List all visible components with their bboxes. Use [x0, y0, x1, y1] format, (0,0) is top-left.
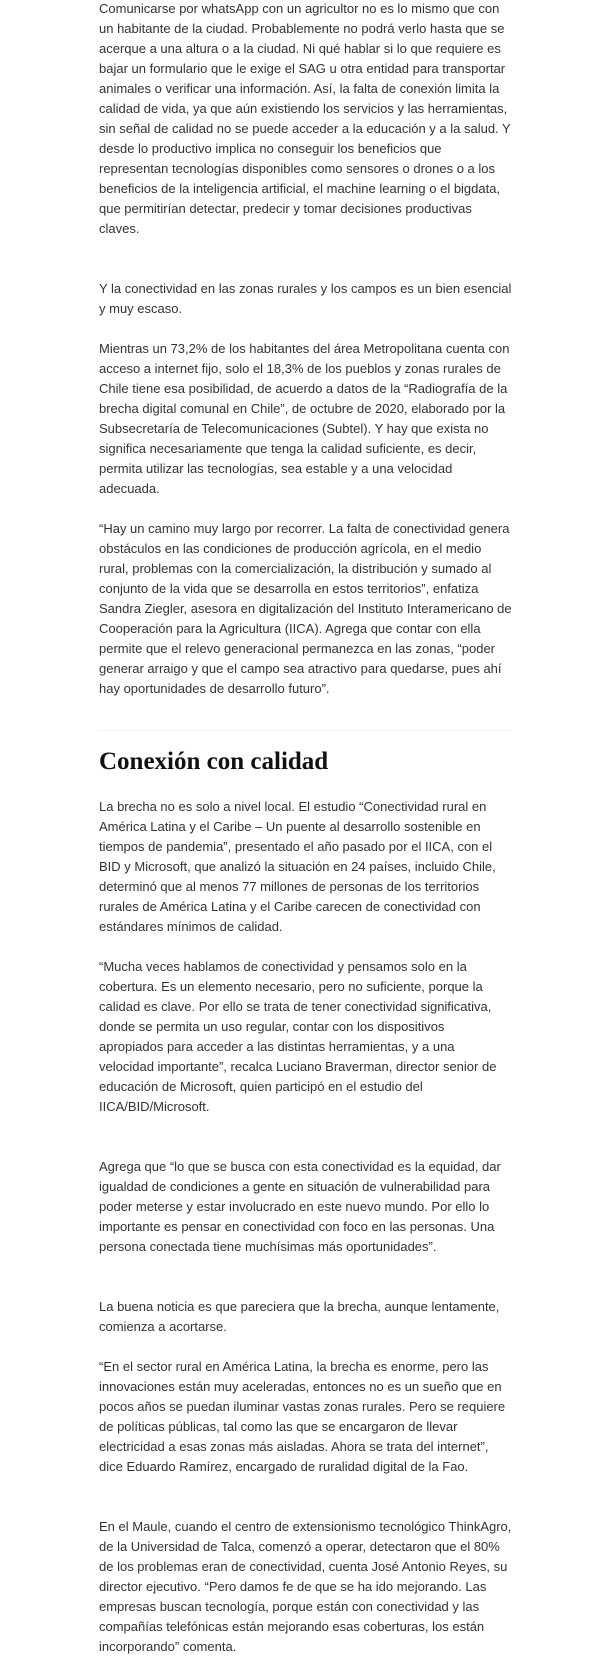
paragraph: Agrega que “lo que se busca con esta conectividad es la equidad, dar igualdad de condiciones a gente en situación de vulnerabilidad para poder meterse y estar involucrado en este nuevo mundo. Por ello lo importante es pensar en conectividad con foco en las personas. Una persona conectada tiene muchísimas más oportunidades”. — [99, 1159, 501, 1254]
paragraph: La brecha no es solo a nivel local. El estudio “Conectividad rural en América Latina y el Caribe – Un puente al desarrollo sostenible en tiempos de pandemia”, presentado el año pasado por el IICA, con el BID y Microsoft, que analizó la situación en 24 países, incluido Chile, determinó que al menos 77 millones de personas de los territorios rurales de América Latina y el Caribe carecen de conectividad con estándares mínimos de calidad. — [99, 799, 496, 934]
paragraph: La buena noticia es que pareciera que la brecha, aunque lentamente, comienza a acortarse. — [99, 1299, 500, 1334]
paragraph: “Mucha veces hablamos de conectividad y pensamos solo en la cobertura. Es un elemento necesario, pero no suficiente, porque la calidad es clave. Por ello se trata de tener conectividad significativa, donde se permita un uso regular, contar con los dispositivos apropiados para acceder a las distintas herramientas, y a una velocidad importante”, recalca Luciano Braverman, director senior de educación de Microsoft, quien participó en el estudio del IICA/BID/Microsoft. — [99, 959, 497, 1114]
paragraph: Comunicarse por whatsApp con un agricultor no es lo mismo que con un habitante de la ciudad. Probablemente no podrá verlo hasta que se acerque a una altura o a la ciudad. Ni qué hablar si lo que requiere es bajar un formulario que le exige el SAG u otra entidad para transportar animales o verificar una información. Así, la falta de conexión limita la calidad de vida, ya que aún existiendo los servicios y las herramientas, sin señal de calidad no se puede acceder a la educación y a la salud. Y desde lo productivo implica no conseguir los beneficios que representan tecnologías disponibles como sensores o drones o a los beneficios de la inteligencia artificial, el machine learning o el bigdata, que permitirían detectar, predecir y tomar decisiones productivas claves. — [99, 1, 511, 236]
paragraph: “Hay un camino muy largo por recorrer. La falta de conectividad genera obstáculos en las condiciones de producción agrícola, en el medio rural, problemas con la comercialización, la distribución y sumado al conjunto de la vida que se desarrolla en estos territorios”, enfatiza Sandra Ziegler, asesora en digitalización del Instituto Interamericano de Cooperación para la Agricultura (IICA). Agrega que contar con ella permite que el relevo generacional permanezca en las zonas, “poder generar arraigo y que el campo sea atractivo para quedarse, pues ahí hay oportunidades de desarrollo futuro”. — [99, 521, 512, 696]
section-divider — [99, 730, 512, 731]
paragraph: “En el sector rural en América Latina, la brecha es enorme, pero las innovaciones están muy aceleradas, entonces no es un sueño que en pocos años se puedan iluminar vastas zonas rurales. Pero se requiere de políticas públicas, tal como las que se encargaron de llevar electricidad a esas zonas más aisladas. Ahora se trata del internet”, dice Eduardo Ramírez, encargado de ruralidad digital de la Fao. — [99, 1359, 506, 1474]
paragraph: Mientras un 73,2% de los habitantes del área Metropolitana cuenta con acceso a internet fijo, solo el 18,3% de los pueblos y zonas rurales de Chile tiene esa posibilidad, de acuerdo a datos de la “Radiografía de la brecha digital comunal en Chile”, de octubre de 2020, elaborado por la Subsecretaría de Telecomunicaciones (Subtel). Y hay que exista no significa necesariamente que tenga la calidad suficiente, es decir, permita utilizar las tecnologías, sea estable y a una velocidad adecuada. — [99, 341, 510, 496]
section-heading: Conexión con calidad — [99, 748, 329, 775]
paragraph: En el Maule, cuando el centro de extensionismo tecnológico ThinkAgro, de la Universidad de Talca, comenzó a operar, detectaron que el 80% de los problemas eran de conectividad, cuenta José Antonio Reyes, su director ejecutivo. “Pero damos fe de que se ha ido mejorando. Las empresas buscan tecnología, porque están con conectividad y las compañías telefónicas están mejorando esas coberturas, los están incorporando” comenta. — [99, 1519, 512, 1654]
paragraph: Y la conectividad en las zonas rurales y los campos es un bien esencial y muy escaso. — [99, 281, 512, 316]
